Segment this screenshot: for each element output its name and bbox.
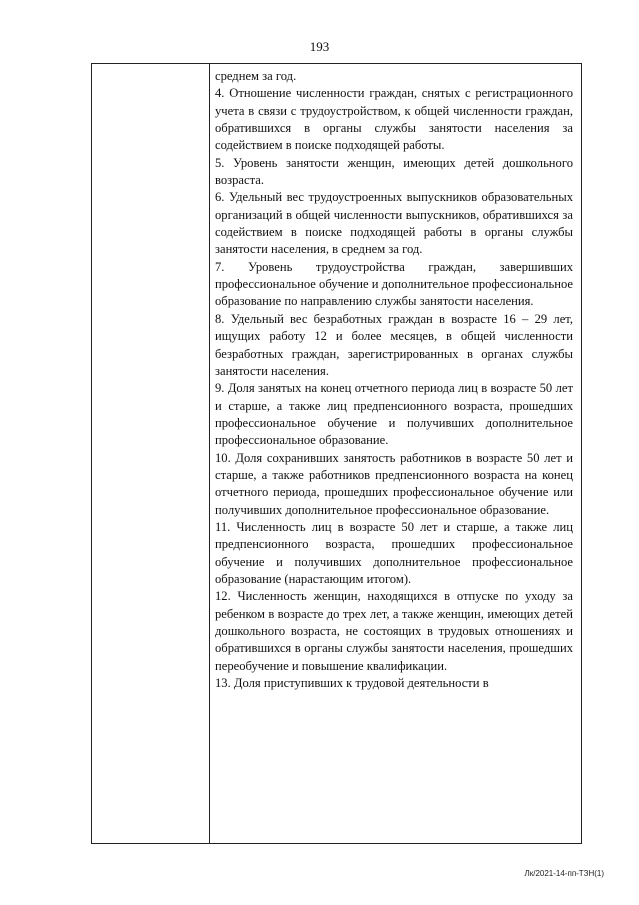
indicator-paragraph: 6. Удельный вес трудоустроенных выпускников образовательных организаций в общей численности выпускников, обратившихся за содействием в поиске подходящей работы в органы службы занятости населения, в среднем за год. [215,190,573,257]
indicator-paragraph: 13. Доля приступивших к трудовой деятельности в [215,676,489,691]
indicator-paragraph: 7. Уровень трудоустройства граждан, завершивших профессиональное обучение и дополнительное профессиональное образование по направлению службы занятости населения. [215,259,573,309]
indicator-paragraph: 11. Численность лиц в возрасте 50 лет и старше, а также лиц предпенсионного возраста, прошедших профессиональное обучение и получивших дополнительное профессиональное образование (нарастающим итогом). [215,519,573,586]
indicator-paragraph: 12. Численность женщин, находящихся в отпуске по уходу за ребенком в возрасте до трех лет, а также женщин, имеющих детей дошкольного возраста, не состоящих в трудовых отношениях и обратившихся в органы службы занятости населения, прошедших переобучение и повышение квалификации. [215,589,573,673]
indicators-cell [215,68,573,692]
page-number: 193 [309,39,330,54]
indicator-paragraph: 8. Удельный вес безработных граждан в возрасте 16 – 29 лет, ищущих работу 12 и более месяцев, в общей численности безработных граждан, зарегистрированных в органах службы занятости населения. [215,311,573,378]
indicator-paragraph: 4. Отношение численности граждан, снятых с регистрационного учета в связи с трудоустройством, к общей численности граждан, обратившихся в органы службы занятости населения за содействием в поиске подходящей работы. [215,86,573,153]
document-table [91,63,582,844]
indicator-paragraph: 5. Уровень занятости женщин, имеющих детей дошкольного возраста. [215,155,573,188]
indicator-paragraph: среднем за год. [215,69,297,83]
indicator-paragraph: 10. Доля сохранивших занятость работников в возрасте 50 лет и старше, а также работников предпенсионного возраста на конец отчетного периода, прошедших профессиональное обучение или получивших дополнительное профессиональное образование. [215,450,573,517]
document-code: Лк/2021-14-пп-ТЗН(1) [524,869,604,878]
indicator-paragraph: 9. Доля занятых на конец отчетного периода лиц в возрасте 50 лет и старше, а также лиц предпенсионного возраста, прошедших профессиональное обучение и получивших дополнительное профессиональное образование. [215,381,573,448]
column-divider [209,64,210,843]
